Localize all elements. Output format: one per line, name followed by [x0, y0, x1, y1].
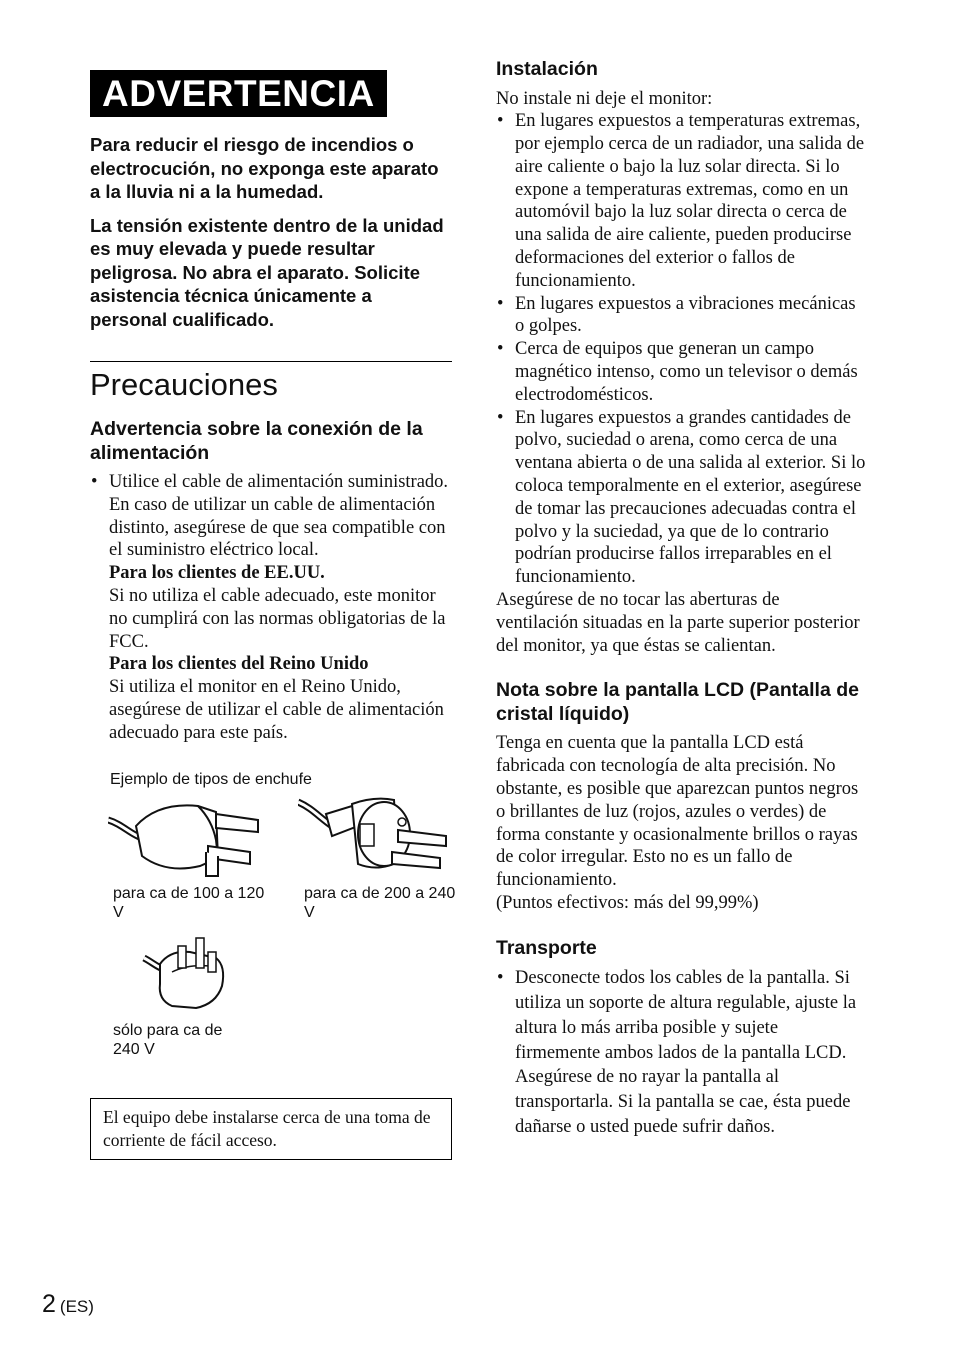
- installation-bullet-4: • En lugares expuestos a grandes cantidades de polvo, suciedad o arena, como cerca de una ventana abierta o de una salida al exterior. Si lo coloca temporalmente en el exterior, asegúrese de tomar las precauciones adecuadas contra el polvo y la suciedad, ya que de lo contrario podrían producirse fallos irreparables en el funcionamiento.: [496, 407, 866, 589]
- power-bullet-text: Utilice el cable de alimentación suministrado. En caso de utilizar un cable de alimentación distinto, asegúrese de que sea compatible con el suministro eléctrico local.: [109, 472, 449, 561]
- installation-outro: Asegúrese de no tocar las aberturas de ventilación situadas en la parte superior posterior del monitor, ya que éstas se calientan.: [496, 590, 860, 656]
- usa-text: Si no utiliza el cable adecuado, este monitor no cumplirá con las normas obligatorias de la FCC.: [109, 585, 446, 652]
- page-number-value: 2: [42, 1290, 56, 1318]
- lcd-heading: Nota sobre la pantalla LCD (Pantalla de cristal líquido): [496, 679, 859, 725]
- plug-1-label: para ca de 100 a 120 V: [113, 885, 265, 921]
- lcd-text: Tenga en cuenta que la pantalla LCD está fabricada con tecnología de alta precisión. No obstante, es posible que aparezcan puntos negros o brillantes de luz (rojos, azules o verdes) de forma constante y ocasionalmente brillos o rayas de color irregular. Esto no es un fallo de funcionamiento.: [496, 733, 859, 891]
- left-column: [90, 70, 452, 745]
- language-code: (ES): [59, 1297, 94, 1316]
- warning-title: ADVERTENCIA: [90, 70, 387, 117]
- warning-paragraph-2: La tensión existente dentro de la unidad es muy elevada y puede resultar peligrosa. No abra el aparato. Solicite asistencia técnica únicamente a personal cualificado.: [90, 214, 444, 330]
- power-bullet: [90, 471, 452, 745]
- lcd-note: (Puntos efectivos: más del 99,99%): [496, 893, 759, 913]
- plug-2-label: para ca de 200 a 240 V: [304, 885, 456, 921]
- uk-plug-icon: [140, 936, 230, 1016]
- uk-text: Si utiliza el monitor en el Reino Unido, asegúrese de utilizar el cable de alimentación adecuado para este país.: [109, 677, 444, 743]
- transport-bullet: • Desconecte todos los cables de la pantalla. Si utiliza un soporte de altura regulable, ajuste la altura lo más arriba posible y sujete firmemente ambos lados de la pantalla LCD. Asegúrese de no rayar la pantalla al transportarla. Si la pantalla se cae, ésta puede dañarse o usted puede sufrir daños.: [496, 966, 866, 1140]
- installation-intro: No instale ni deje el monitor:: [496, 88, 713, 109]
- transport-heading: Transporte: [496, 936, 597, 959]
- usa-label: Para los clientes de EE.UU.: [109, 563, 325, 584]
- eu-plug-icon: [298, 796, 453, 878]
- installation-bullet-1: • En lugares expuestos a temperaturas extremas, por ejemplo cerca de un radiador, una salida de aire caliente o bajo la luz solar directa. Si lo expone a temperaturas extremas, como en un automóvil bajo la luz solar directa o cerca de una salida de aire caliente, pueden producirse deformaciones del exterior o fallos de funcionamiento.: [496, 110, 866, 292]
- right-column: [496, 58, 866, 1140]
- section-divider: [90, 361, 452, 362]
- plug-3-label: sólo para ca de 240 V: [113, 1022, 223, 1058]
- us-plug-icon: [108, 800, 268, 880]
- installation-bullet-3: • Cerca de equipos que generan un campo magnético intenso, como un televisor o demás electrodomésticos.: [496, 338, 866, 406]
- plug-caption: Ejemplo de tipos de enchufe: [110, 771, 312, 788]
- installation-notice-box: El equipo debe instalarse cerca de una toma de corriente de fácil acceso.: [90, 1098, 452, 1160]
- precautions-title: Precauciones: [90, 367, 278, 402]
- installation-bullet-2: • En lugares expuestos a vibraciones mecánicas o golpes.: [496, 293, 866, 339]
- warning-paragraph-1: Para reducir el riesgo de incendios o electrocución, no exponga este aparato a la lluvia ni a la humedad.: [90, 134, 439, 202]
- page-number: [42, 1290, 94, 1319]
- power-heading: Advertencia sobre la conexión de la alimentación: [90, 418, 423, 464]
- installation-heading: Instalación: [496, 58, 598, 80]
- uk-label: Para los clientes del Reino Unido: [109, 654, 369, 675]
